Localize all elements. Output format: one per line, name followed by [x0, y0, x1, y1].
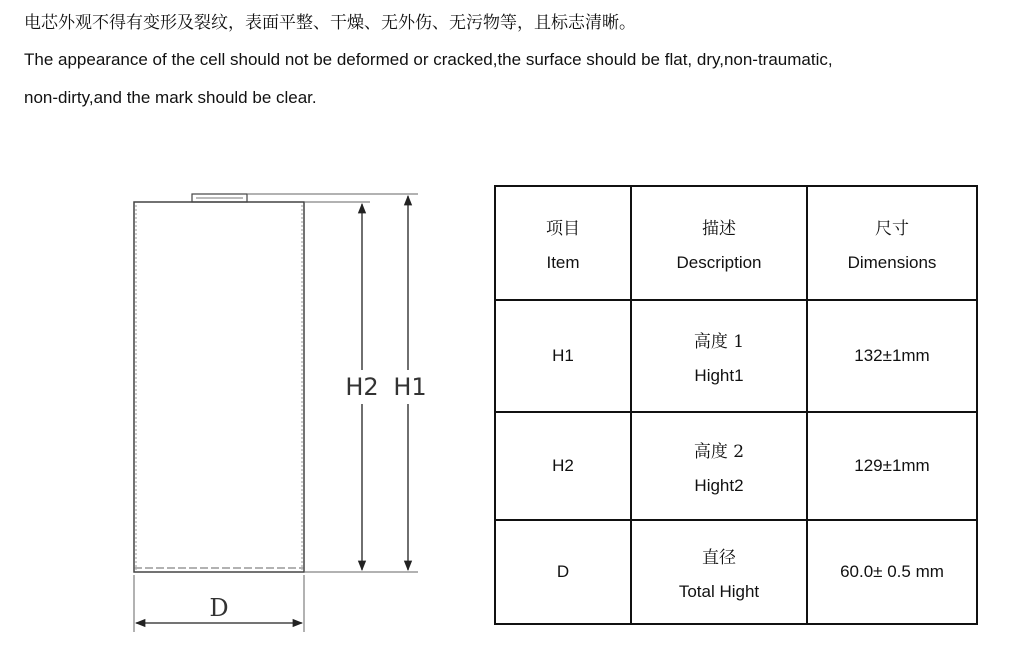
- requirement-english-line2: non-dirty,and the mark should be clear.: [24, 88, 317, 107]
- row-desc-cn: 高度 1: [693, 331, 745, 352]
- row-description: [631, 300, 807, 412]
- d-label: D: [209, 594, 229, 622]
- positive-terminal: [192, 194, 247, 202]
- header-dim-en: Dimensions: [847, 252, 937, 272]
- header-item-en: Item: [546, 252, 580, 272]
- h2-label: H2: [345, 373, 379, 401]
- table-header-row: [495, 186, 977, 300]
- header-description: [631, 186, 807, 300]
- requirement-english-line1: The appearance of the cell should not be deformed or cracked,the surface should be flat, dry,non-traumatic,: [24, 50, 833, 69]
- header-item: [495, 186, 631, 300]
- row-item: D: [495, 520, 631, 624]
- row-desc-cn: 高度 2: [693, 441, 745, 462]
- cell-body: [134, 202, 304, 572]
- row-desc-en: Total Hight: [678, 581, 760, 601]
- table-row: [495, 412, 977, 520]
- header-dim-cn: 尺寸: [875, 218, 909, 239]
- cell-dimension-drawing: [120, 180, 440, 640]
- header-desc-cn: 描述: [702, 218, 736, 239]
- row-desc-en: Hight1: [694, 365, 744, 385]
- row-dimension: 129±1mm: [807, 412, 977, 520]
- row-dimension: 132±1mm: [807, 300, 977, 412]
- row-desc-en: Hight2: [694, 475, 744, 495]
- requirement-chinese: 电芯外观不得有变形及裂纹，表面平整、干燥、无外伤、无污物等，且标志清晰。: [24, 13, 636, 33]
- header-item-cn: 项目: [546, 218, 580, 239]
- h1-label: H1: [393, 373, 427, 401]
- dimension-table: [494, 185, 978, 625]
- table-row: [495, 520, 977, 624]
- row-dimension: 60.0± 0.5 mm: [807, 520, 977, 624]
- header-desc-en: Description: [676, 252, 762, 272]
- row-description: [631, 520, 807, 624]
- row-desc-cn: 直径: [702, 547, 736, 568]
- row-item: H2: [495, 412, 631, 520]
- row-description: [631, 412, 807, 520]
- row-item: H1: [495, 300, 631, 412]
- table-row: [495, 300, 977, 412]
- header-dimensions: [807, 186, 977, 300]
